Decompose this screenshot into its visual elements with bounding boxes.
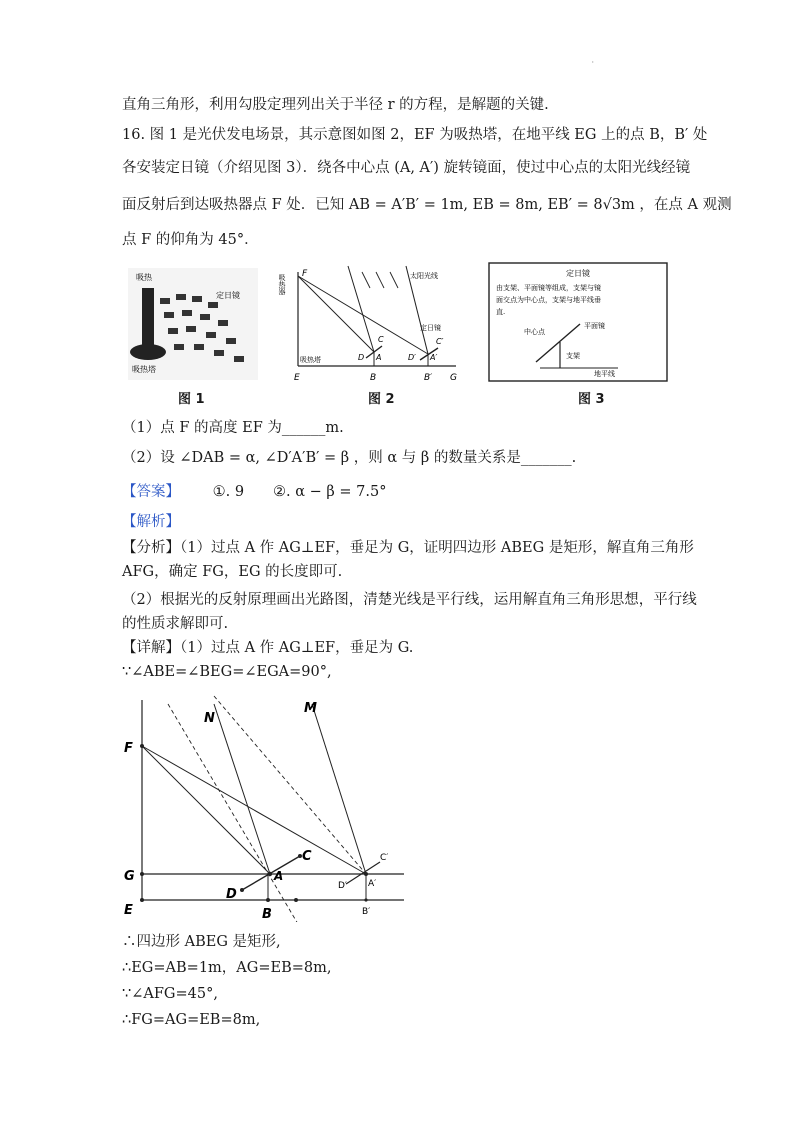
fig2-label-mirror: 定日镜: [420, 324, 441, 332]
ray-FA: [142, 746, 270, 874]
fig3-label-bracket: 支架: [566, 352, 580, 360]
fig4-label-A: A: [274, 869, 284, 883]
fig4-label-Dp: D′: [338, 881, 347, 891]
because-line-2: ∵∠AFG=45°,: [122, 986, 218, 1002]
fig2-label-sunlight: 太阳光线: [410, 272, 438, 280]
answer-body: ①. 9 ②. α − β = 7.5°: [212, 484, 387, 500]
fig2-label-absorber: 吸热器: [278, 274, 286, 295]
fig2-label-Bp: B′: [424, 373, 433, 383]
fig1-label-tower: 吸热: [136, 273, 152, 282]
fenxi-line-2: AFG，确定 FG，EG 的长度即可.: [122, 564, 343, 580]
fig2-label-tower: 吸热塔: [300, 356, 321, 364]
tower-base-silhouette: [130, 344, 166, 360]
fig4-label-Cp: C′: [380, 853, 389, 863]
problem-16-line-4: 点 F 的仰角为 45°．: [122, 232, 259, 248]
analysis-tag: 【解析】: [122, 514, 180, 530]
fenxi-line-4: 的性质求解即可.: [122, 616, 229, 632]
figure-3-caption: 图 3: [578, 392, 605, 407]
fig3-label-mirror: 平面镜: [584, 322, 605, 330]
fig4-label-Ap: A′: [368, 879, 377, 889]
because-line-1: ∵∠ABE=∠BEG=∠EGA=90°,: [122, 664, 332, 680]
fig3-desc-1: 由支架、平面镜等组成，支架与镜: [496, 284, 601, 292]
answer-tag: 【答案】: [122, 484, 180, 500]
fig2-label-C: C: [378, 335, 384, 344]
figure-1-caption: 图 1: [178, 392, 205, 407]
xiangjie-line-1: （1）过点 A 作 AG⊥EF，垂足为 G.: [180, 640, 414, 656]
fig4-label-E: E: [124, 903, 133, 918]
fig3-label-center: 中心点: [524, 328, 545, 336]
ray-FAp: [142, 746, 366, 874]
fig4-label-N: N: [204, 711, 215, 726]
question-1: （1）点 F 的高度 EF 为______m.: [122, 420, 344, 436]
fig4-label-C: C: [302, 849, 312, 864]
fig2-label-Ap: A′: [430, 353, 438, 362]
fig2-label-F: F: [302, 269, 308, 279]
fig4-label-Bp: B′: [362, 907, 371, 917]
fig2-label-E: E: [294, 373, 300, 383]
points: [140, 744, 368, 902]
fig2-label-Dp: D′: [408, 353, 416, 362]
fenxi-line-1: （1）过点 A 作 AG⊥EF，垂足为 G，证明四边形 ABEG 是矩形，解直角三角形: [180, 540, 694, 556]
problem-16-line-1: 16. 图 1 是光伏发电场景，其示意图如图 2，EF 为吸热塔，在地平线 EG 上的点 B，B′ 处: [122, 127, 708, 143]
fig3-desc-2: 面交点为中心点，支架与地平线垂: [496, 296, 601, 304]
figure-1: [128, 268, 258, 380]
tower-silhouette: [142, 288, 154, 348]
fig2-label-G: G: [450, 373, 457, 383]
therefore-line-1: ∴四边形 ABEG 是矩形,: [122, 934, 281, 950]
fig4-label-M: M: [304, 701, 317, 716]
text-line-1: 直角三角形，利用勾股定理列出关于半径 r 的方程，是解题的关键.: [122, 97, 549, 113]
figure-3-frame: [489, 263, 667, 381]
fig1-label-mirror: 定日镜: [216, 291, 240, 300]
figure-3: [488, 262, 668, 382]
xiangjie-tag: 【详解】: [122, 640, 180, 656]
therefore-line-2: ∴EG=AB=1m，AG=EB=8m,: [122, 960, 332, 976]
fig4-label-F: F: [124, 741, 133, 756]
fig2-label-B: B: [370, 373, 377, 383]
fig2-label-D: D: [358, 353, 365, 362]
fenxi-tag: 【分析】: [122, 540, 180, 556]
fig4-label-D: D: [226, 887, 237, 902]
fig2-label-A: A: [376, 353, 382, 362]
problem-16-line-3: 面反射后到达吸热器点 F 处．已知 AB = A′B′ = 1m, EB = 8m, EB′ = 8√3m ，在点 A 观测: [122, 197, 732, 213]
problem-16-line-2: 各安装定日镜（介绍见图 3）．绕各中心点 (A, A′) 旋转镜面，使过中心点的太阳光线经镜: [122, 160, 691, 176]
figure-4: [118, 690, 418, 922]
corner-mark: ·: [591, 58, 594, 67]
normal-Ap: [214, 696, 366, 874]
question-2: （2）设 ∠DAB = α, ∠D′A′B′ = β ，则 α 与 β 的数量关系是_______.: [122, 450, 577, 466]
fig4-label-B: B: [262, 907, 272, 922]
fig1-label-tower-base: 吸热塔: [132, 365, 156, 374]
figure-2-caption: 图 2: [368, 392, 395, 407]
therefore-line-3: ∴FG=AG=EB=8m,: [122, 1012, 261, 1028]
fig3-label-ground: 地平线: [594, 370, 615, 378]
sun-ray-arrows: [362, 272, 398, 288]
fig2-label-Cp: C′: [436, 337, 444, 346]
fenxi-line-3: （2）根据光的反射原理画出光路图，清楚光线是平行线，运用解直角三角形思想，平行线: [122, 592, 697, 608]
ray-MAp: [312, 704, 366, 874]
fig4-label-G: G: [124, 869, 135, 884]
ray-NA: [214, 704, 270, 874]
fig3-title: 定日镜: [566, 269, 590, 278]
figure-2: [278, 262, 468, 386]
fig3-desc-3: 直.: [496, 308, 506, 316]
